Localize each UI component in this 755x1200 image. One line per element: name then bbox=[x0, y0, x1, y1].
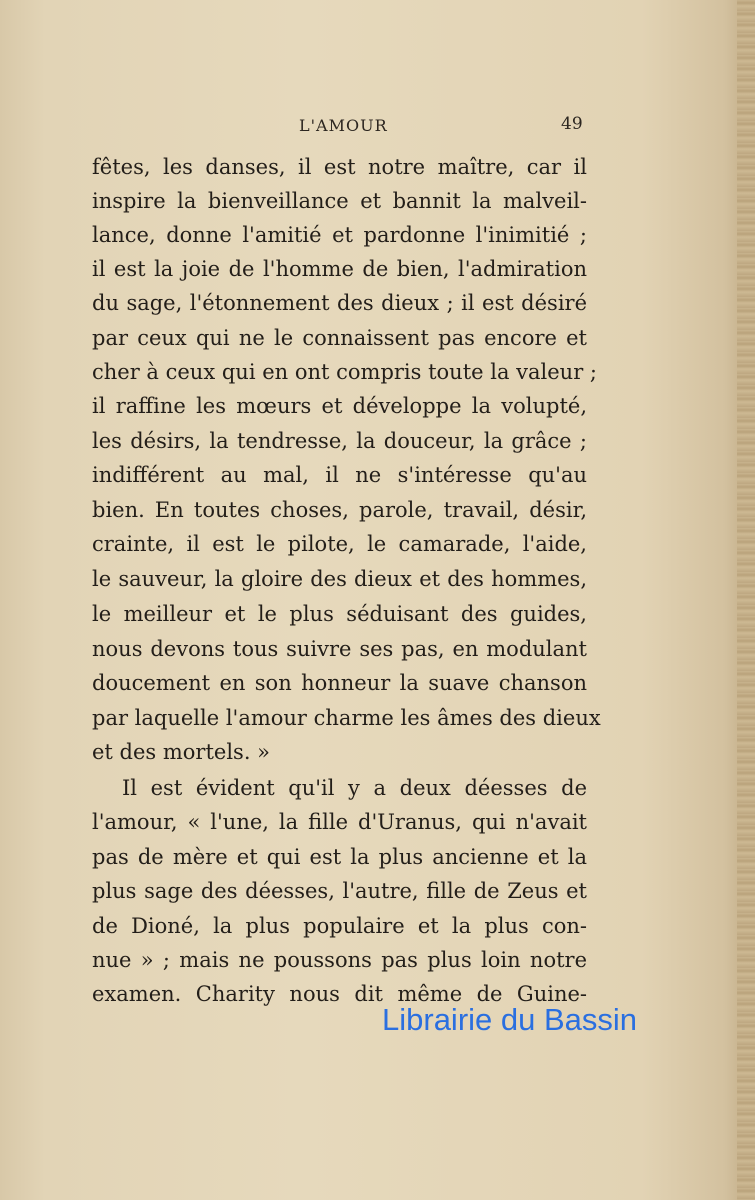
text-line: nous devons tous suivre ses pas, en modulant bbox=[92, 637, 587, 661]
text-line: crainte, il est le pilote, le camarade, l'aide, bbox=[92, 532, 587, 556]
text-line: par ceux qui ne le connaissent pas encore et bbox=[92, 326, 587, 350]
text-line: inspire la bienveillance et bannit la malveil- bbox=[92, 189, 587, 213]
text-line: il est la joie de l'homme de bien, l'admiration bbox=[92, 257, 587, 281]
text-line: l'amour, « l'une, la fille d'Uranus, qui n'avait bbox=[92, 810, 587, 834]
text-line: le meilleur et le plus séduisant des guides, bbox=[92, 602, 587, 626]
text-line: indifférent au mal, il ne s'intéresse qu'au bbox=[92, 463, 587, 487]
text-line: Il est évident qu'il y a deux déesses de bbox=[122, 776, 587, 800]
text-line: les désirs, la tendresse, la douceur, la grâce ; bbox=[92, 429, 587, 453]
text-line: fêtes, les danses, il est notre maître, car il bbox=[92, 155, 587, 179]
text-line: bien. En toutes choses, parole, travail, désir, bbox=[92, 498, 587, 522]
text-line: nue » ; mais ne poussons pas plus loin notre bbox=[92, 948, 587, 972]
text-line: le sauveur, la gloire des dieux et des hommes, bbox=[92, 567, 587, 591]
watermark: Librairie du Bassin bbox=[382, 1002, 638, 1037]
text-line: du sage, l'étonnement des dieux ; il est désiré bbox=[92, 291, 587, 315]
text-line: il raffine les mœurs et développe la volupté, bbox=[92, 394, 587, 418]
text-line: doucement en son honneur la suave chanson bbox=[92, 671, 587, 695]
text-line: plus sage des déesses, l'autre, fille de Zeus et bbox=[92, 879, 587, 903]
text-line: de Dioné, la plus populaire et la plus con- bbox=[92, 914, 587, 938]
text-line: et des mortels. » bbox=[92, 740, 271, 764]
running-head: L'AMOUR bbox=[299, 116, 388, 135]
page-edge bbox=[737, 0, 755, 1200]
text-line: examen. Charity nous dit même de Guine- bbox=[92, 982, 587, 1006]
text-line: par laquelle l'amour charme les âmes des dieux bbox=[92, 706, 601, 730]
text-line: pas de mère et qui est la plus ancienne et la bbox=[92, 845, 587, 869]
text-line: cher à ceux qui en ont compris toute la valeur ; bbox=[92, 360, 597, 384]
text-line: lance, donne l'amitié et pardonne l'inimitié ; bbox=[92, 223, 587, 247]
page-number: 49 bbox=[561, 114, 583, 134]
